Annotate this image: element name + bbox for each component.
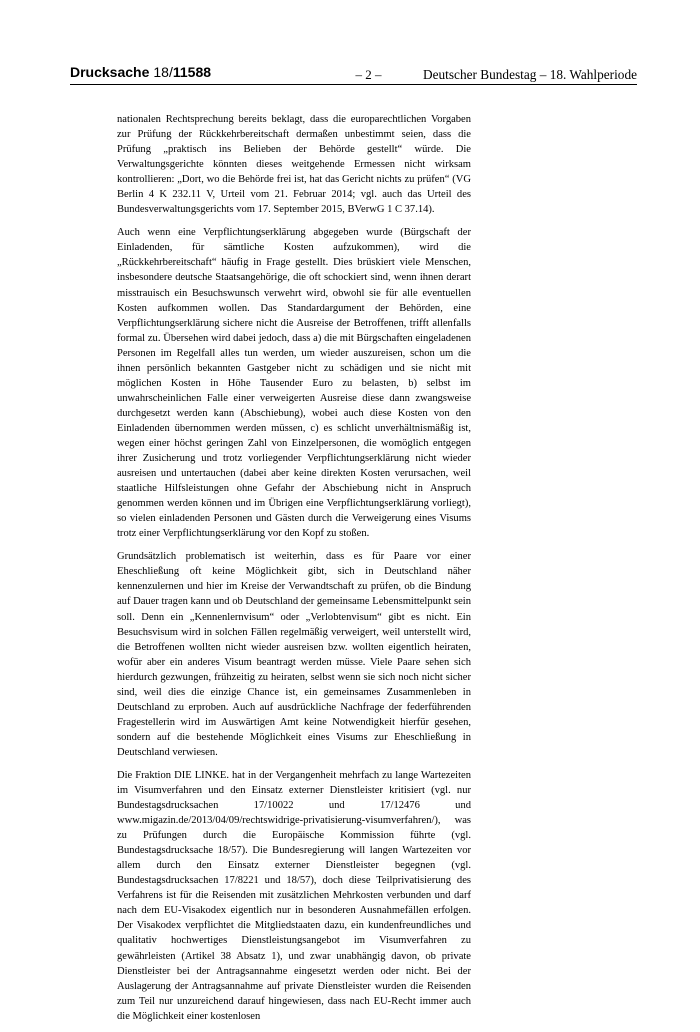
document-number-main: 11588 bbox=[172, 64, 212, 80]
paragraph-1: nationalen Rechtsprechung bereits beklagt, dass die europarechtlichen Vorgaben zur Prüfung der Rückkehrbereitschaft dermaßen unbestimmt seien, dass die Prüfung „praktisch ins Belieben der Behörde gestellt“ würde. Die Verwaltungsgerichte könnten dieses weitgehende Ermessen nicht wirksam kontrollieren: „Dort, wo die Behörde frei ist, hat das Gericht nichts zu prüfen“ (VG Berlin 4 K 232.11 V, Urteil vom 21. Februar 2014; vgl. auch das Urteil des Bundesverwaltungsgerichts vom 17. September 2015, BVerwG 1 C 37.14). bbox=[117, 114, 471, 216]
page-header bbox=[70, 62, 637, 82]
paragraph-2: Auch wenn eine Verpflichtungserklärung abgegeben wurde (Bürgschaft der Einladenden, für sämtliche Kosten aufzukommen), wird die „Rückkehrbereitschaft“ häufig in Frage gestellt. Dies brüskiert viele Menschen, insbesondere deutsche Staatsangehörige, die oft schockiert sind, wenn ihnen derart misstrauisch ein Besuchswunsch verwehrt wird, obwohl sie für alle eventuellen Kosten aufkommen wollen. Das Standardargument der Behörden, eine Verpflichtungserklärung sichere nicht die Ausreise der Betroffenen, trifft allenfalls formal zu. Übersehen wird dabei jedoch, dass a) die mit Bürgschaften eingeladenen Personen im Regelfall alles tun werden, um wieder auszureisen, schon um die ihnen persönlich bekannten Gastgeber nicht zu schädigen und sie nicht mit möglichen Kosten in Höhe Tausender Euro zu belasten, b) selbst im unwahrscheinlichen Falle einer verweigerten Ausreise diese dann zwangsweise durchgesetzt werden kann (Abschiebung), wobei auch diese Kosten von den Einladenden übernommen werden müssen, c) es schlicht unverhältnismäßig ist, wegen einer höchst geringen Zahl von Einzelpersonen, die womöglich entgegen ihrer Zusicherung und trotz vorliegender Verpflichtungserklärung nicht wieder ausreisen und untertauchen (dabei aber keine direkten Kosten verursachen, weil staatliche Hilfsleistungen ohne Gefahr der Abschiebung nicht in Anspruch genommen werden können und im Übrigen eine Verpflichtungserklärung vorliegt), so vielen einladenden Personen und Gästen durch die Verweigerung eines Visums trotz einer Verpflichtungserklärung vor den Kopf zu stoßen. bbox=[117, 227, 471, 540]
document-number-prefix: 18/ bbox=[153, 64, 173, 80]
document-label: Drucksache bbox=[70, 64, 150, 80]
header-rule bbox=[70, 84, 637, 85]
paragraph-4: Die Fraktion DIE LINKE. hat in der Vergangenheit mehrfach zu lange Wartezeiten im Visumverfahren und den Einsatz externer Dienstleister kritisiert (vgl. nur Bundestagsdrucksachen 17/10022 und 17/12476 und www.migazin.de/2013/04/09/rechtswidrige-privatisierung-visumverfahren/), was zu Prüfungen durch die Europäische Kommission führte (vgl. Bundestagsdrucksache 18/57). Die Bundesregierung will langen Wartezeiten vor allem durch den Einsatz externer Dienstleister begegnen (vgl. Bundestagsdrucksachen 17/8221 und 18/57), doch diese Teilprivatisierung des Verfahrens ist für die Reisenden mit zusätzlichen Mehrkosten verbunden und darf nach dem EU-Visakodex eigentlich nur in besonderen Ausnahmefällen erfolgen. Der Visakodex verpflichtet die Mitgliedstaaten dazu, ein kundenfreundliches und qualitativ hochwertiges Dienstleistungsangebot im Visumverfahren zu gewährleisten (Artikel 38 Absatz 1), und zwar unabhängig davon, ob private Dienstleister bei der Antragsannahme eingesetzt werden oder nicht. Bei der Auslagerung der Antragsannahme auf private Dienstleister wurden die Reisenden zum Teil nur unzureichend darauf hingewiesen, dass nach EU-Recht immer auch die Möglichkeit einer kostenlosen bbox=[117, 769, 471, 1022]
publisher-label: Deutscher Bundestag – 18. Wahlperiode bbox=[423, 67, 637, 82]
body-text bbox=[117, 112, 471, 1032]
page-number: – 2 – bbox=[355, 67, 382, 82]
paragraph-3: Grundsätzlich problematisch ist weiterhin, dass es für Paare vor einer Eheschließung oft keine Möglichkeit gibt, sich in Deutschland näher kennenzulernen und hier im Kreise der Verwandtschaft zu prüfen, ob die Bindung auf Dauer tragen kann und ob Deutschland der gemeinsame Lebensmittelpunkt sein soll. Denn ein „Kennenlernvisum“ oder „Verlobtenvisum“ gibt es nicht. Ein Besuchsvisum wird in solchen Fällen regelmäßig verweigert, weil unterstellt wird, die Betroffenen wollten nicht wieder ausreisen bzw. wollten eigentlich heiraten, wofür aber ein anderes Visum beantragt werden müsse. Viele Paare sehen sich hierdurch gezwungen, frühzeitig zu heiraten, selbst wenn sie sich noch nicht sicher sind, weil dies die einzige Chance ist, ein gemeinsames Zusammenleben in Deutschland zu erproben. Auch auf ausdrückliche Nachfrage der federführenden Fragestellerin wird im Auswärtigen Amt keine Notwendigkeit hierfür gesehen, sondern auf die bestehende Möglichkeit eines Visums zur Eheschließung in Deutschland verwiesen. bbox=[117, 551, 471, 758]
